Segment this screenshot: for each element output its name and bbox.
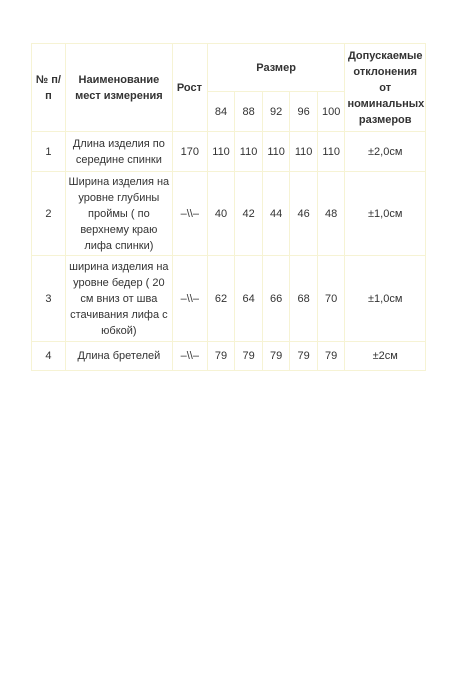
row-rost: 170 (172, 132, 207, 172)
size-header-cell: 100 (317, 92, 345, 132)
size-header-cell: 88 (235, 92, 263, 132)
header-num: № п/п (32, 44, 66, 132)
row-value: 79 (317, 342, 345, 371)
row-rost: –\\– (172, 256, 207, 342)
row-value: 66 (262, 256, 290, 342)
size-header-cell: 96 (290, 92, 318, 132)
row-value: 110 (207, 132, 235, 172)
header-rost: Рост (172, 44, 207, 132)
row-num: 3 (32, 256, 66, 342)
row-rost: –\\– (172, 342, 207, 371)
row-value: 46 (290, 172, 318, 256)
row-value: 110 (235, 132, 263, 172)
row-value: 48 (317, 172, 345, 256)
size-table-container (31, 43, 426, 371)
row-value: 70 (317, 256, 345, 342)
row-num: 2 (32, 172, 66, 256)
row-value: 79 (235, 342, 263, 371)
row-value: 79 (262, 342, 290, 371)
row-value: 110 (317, 132, 345, 172)
row-deviation: ±2см (345, 342, 426, 371)
row-value: 110 (262, 132, 290, 172)
size-table (31, 43, 426, 371)
row-name: Длина изделия по середине спинки (65, 132, 172, 172)
row-deviation: ±2,0см (345, 132, 426, 172)
row-name: Ширина изделия на уровне глубины проймы ( по верхнему краю лифа спинки) (65, 172, 172, 256)
header-deviation: Допускаемые отклонения от номинальных размеров (345, 44, 426, 132)
row-value: 110 (290, 132, 318, 172)
size-header-cell: 84 (207, 92, 235, 132)
table-row (32, 342, 426, 371)
size-header-cell: 92 (262, 92, 290, 132)
row-name: Длина бретелей (65, 342, 172, 371)
row-name: ширина изделия на уровне бедер ( 20 см вниз от шва стачивания лифа с юбкой) (65, 256, 172, 342)
row-value: 62 (207, 256, 235, 342)
table-row (32, 172, 426, 256)
row-value: 40 (207, 172, 235, 256)
row-deviation: ±1,0см (345, 172, 426, 256)
row-deviation: ±1,0см (345, 256, 426, 342)
header-size: Размер (207, 44, 345, 92)
row-value: 42 (235, 172, 263, 256)
row-rost: –\\– (172, 172, 207, 256)
table-row (32, 256, 426, 342)
row-value: 64 (235, 256, 263, 342)
header-name: Наименование мест измерения (65, 44, 172, 132)
row-value: 68 (290, 256, 318, 342)
row-value: 44 (262, 172, 290, 256)
row-value: 79 (207, 342, 235, 371)
row-num: 4 (32, 342, 66, 371)
row-value: 79 (290, 342, 318, 371)
table-row (32, 132, 426, 172)
row-num: 1 (32, 132, 66, 172)
header-row (32, 44, 426, 92)
